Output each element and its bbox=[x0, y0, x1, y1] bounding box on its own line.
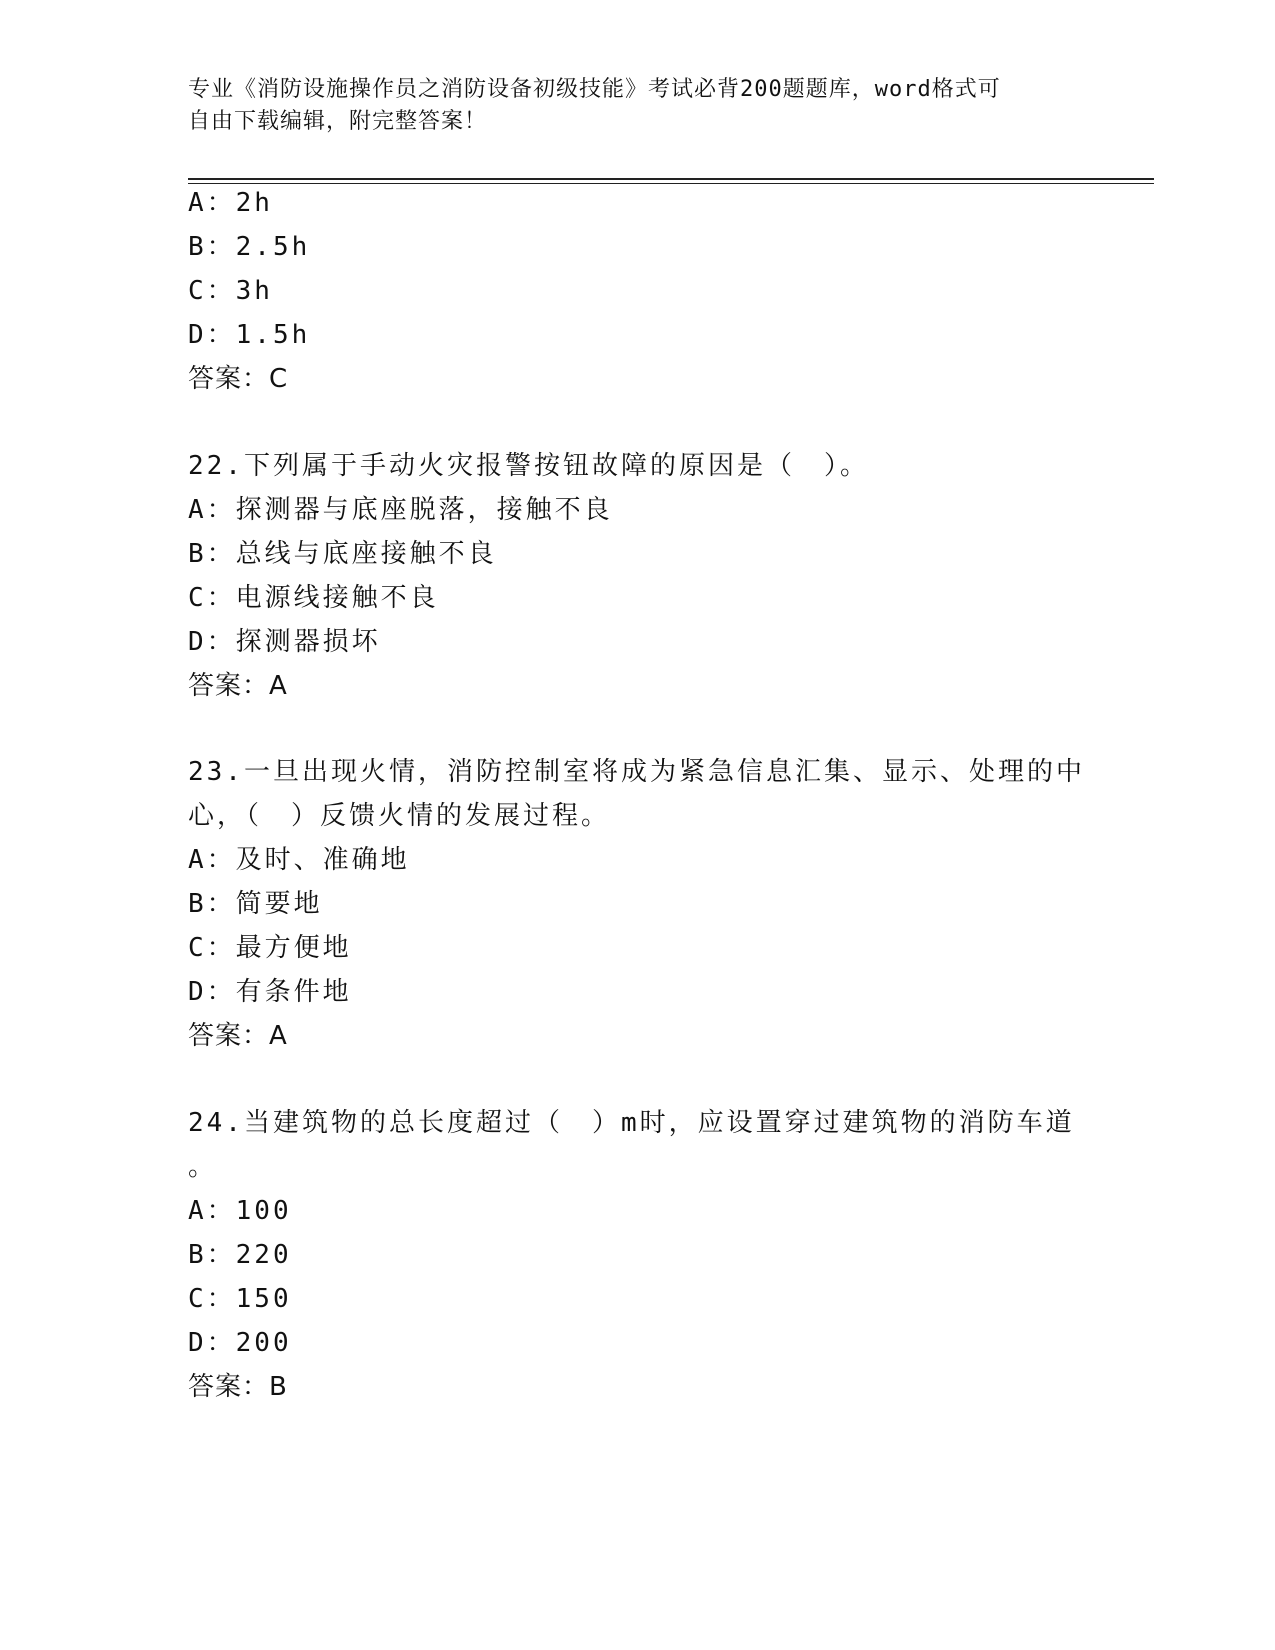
q23-option-d: D：有条件地 bbox=[188, 977, 352, 1007]
q23-option-c: C：最方便地 bbox=[188, 933, 352, 963]
q23-answer: 答案：A bbox=[188, 1021, 288, 1051]
q24-stem-line-1: 24.当建筑物的总长度超过（ ）m时，应设置穿过建筑物的消防车道 bbox=[188, 1108, 1075, 1138]
q23-option-b: B：简要地 bbox=[188, 889, 323, 919]
prev-answer: 答案：C bbox=[188, 364, 289, 394]
prev-option-c: C：3h bbox=[188, 276, 273, 306]
header-divider-thin bbox=[188, 183, 1154, 184]
q24-option-a: A：100 bbox=[188, 1196, 292, 1226]
q24-option-c: C：150 bbox=[188, 1284, 292, 1314]
header-line-2: 自由下载编辑，附完整答案！ bbox=[188, 109, 488, 134]
prev-option-b: B：2.5h bbox=[188, 232, 311, 262]
header-line-1: 专业《消防设施操作员之消防设备初级技能》考试必背200题题库，word格式可 bbox=[188, 77, 1001, 102]
q22-option-b: B：总线与底座接触不良 bbox=[188, 539, 497, 569]
q23-stem-line-2: 心，（ ）反馈火情的发展过程。 bbox=[188, 801, 611, 831]
document-header bbox=[188, 74, 1068, 138]
q22-stem: 22.下列属于手动火灾报警按钮故障的原因是（ ）。 bbox=[188, 451, 869, 481]
prev-option-d: D：1.5h bbox=[188, 320, 311, 350]
q24-answer: 答案：B bbox=[188, 1372, 288, 1402]
q24-option-d: D：200 bbox=[188, 1328, 292, 1358]
q22-option-a: A：探测器与底座脱落，接触不良 bbox=[188, 495, 613, 525]
q22-option-c: C：电源线接触不良 bbox=[188, 583, 439, 613]
q23-option-a: A：及时、准确地 bbox=[188, 845, 410, 875]
q24-option-b: B：220 bbox=[188, 1240, 292, 1270]
header-divider-thick bbox=[188, 178, 1154, 180]
q22-answer: 答案：A bbox=[188, 671, 288, 701]
prev-option-a: A：2h bbox=[188, 188, 273, 218]
q24-stem-line-2: 。 bbox=[188, 1152, 218, 1182]
q23-stem-line-1: 23.一旦出现火情，消防控制室将成为紧急信息汇集、显示、处理的中 bbox=[188, 757, 1085, 787]
q22-option-d: D：探测器损坏 bbox=[188, 627, 381, 657]
